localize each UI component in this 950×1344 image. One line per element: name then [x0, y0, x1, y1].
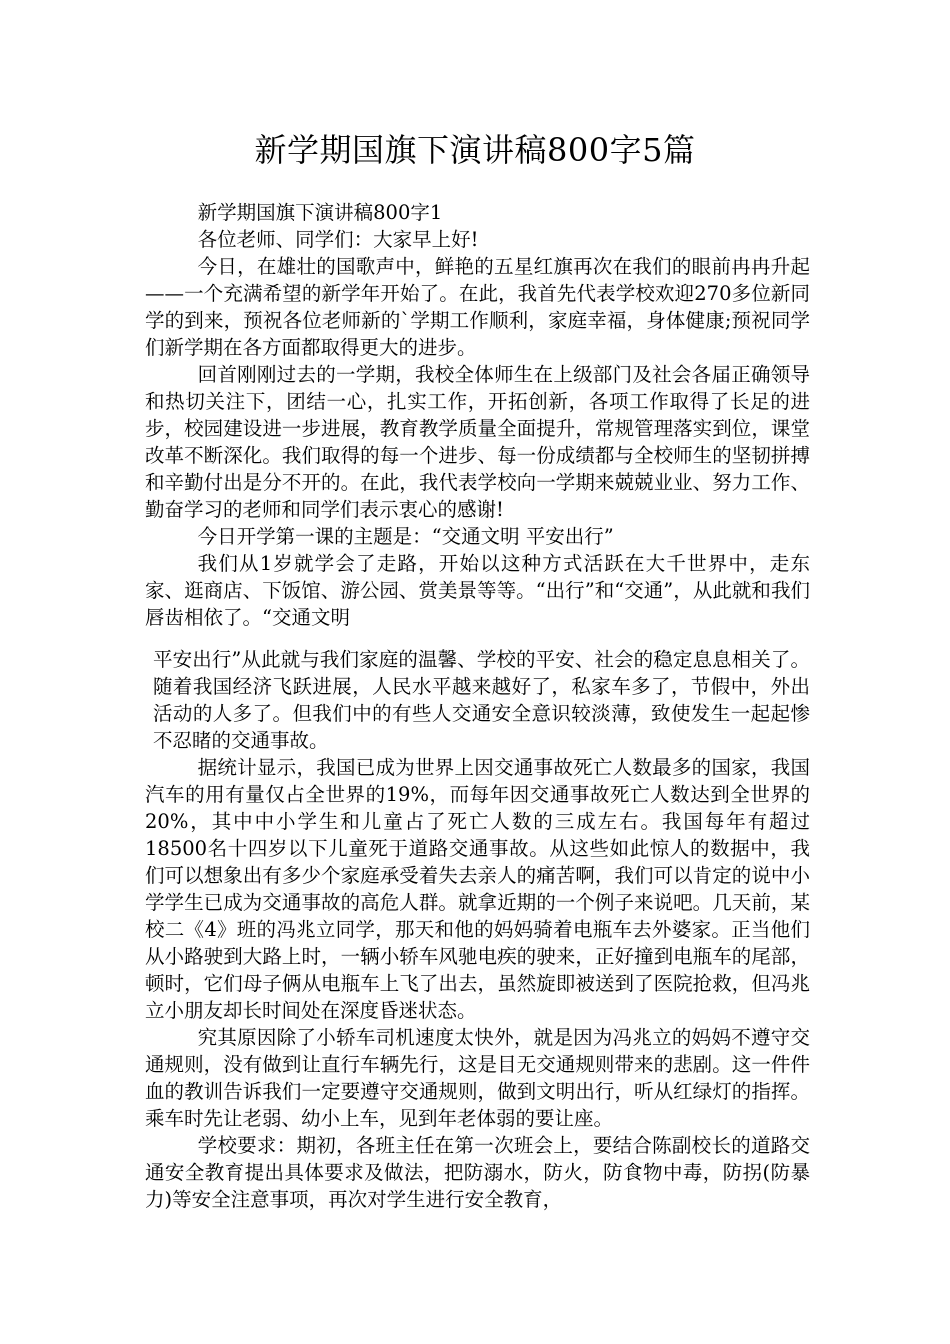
paragraph: 学校要求：期初，各班主任在第一次班会上，要结合陈副校长的道路交通安全教育提出具体要求及做法，把防溺水，防火，防食物中毒，防拐(防暴力)等安全注意事项，再次对学生进行安全教育， — [145, 1134, 810, 1211]
section-heading: 新学期国旗下演讲稿800字1 — [197, 201, 443, 224]
paragraph: 回首刚刚过去的一学期，我校全体师生在上级部门及社会各届正确领导和热切关注下，团结一心，扎实工作，开拓创新，各项工作取得了长足的进步，校园建设进一步进展，教育教学质量全面提升，常规管理落实到位，课堂改革不断深化。我们取得的每一个进步、每一份成绩都与全校师生的坚韧拼搏和辛勤付出是分不开的。在此，我代表学校向一学期来兢兢业业、努力工作、勤奋学习的老师和同学们表示衷心的感谢! — [145, 363, 810, 521]
document-title: 新学期国旗下演讲稿800字5篇 — [254, 131, 696, 169]
greeting-paragraph: 各位老师、同学们：大家早上好! — [197, 228, 479, 251]
paragraph: 究其原因除了小轿车司机速度太快外，就是因为冯兆立的妈妈不遵守交通规则，没有做到让直行车辆先行，这是目无交通规则带来的悲剧。这一件件血的教训告诉我们一定要遵守交通规则，做到文明出行，听从红绿灯的指挥。乘车时先让老弱、幼小上车，见到年老体弱的要让座。 — [145, 1026, 810, 1130]
body-text-block-1 — [145, 199, 810, 631]
paragraph: 据统计显示，我国已成为世界上因交通事故死亡人数最多的国家，我国汽车的用有量仅占全世界的19%，而每年因交通事故死亡人数达到全世界的20%，其中中小学生和儿童占了死亡人数的三成左右。我国每年有超过18500名十四岁以下儿童死于道路交通事故。从这些如此惊人的数据中，我们可以想象出有多少个家庭承受着失去亲人的痛苦啊，我们可以肯定的说中小学学生已成为交通事故的高危人群。就拿近期的一个例子来说吧。几天前，某校二《4》班的冯兆立同学，那天和他的妈妈骑着电瓶车去外婆家。正当他们从小路驶到大路上时，一辆小轿车风驰电疾的驶来，正好撞到电瓶车的尾部，顿时，它们母子俩从电瓶车上飞了出去，虽然旋即被送到了医院抢救，但冯兆立小朋友却长时间处在深度昏迷状态。 — [145, 756, 810, 1022]
paragraph: 今日，在雄壮的国歌声中，鲜艳的五星红旗再次在我们的眼前冉冉升起——一个充满希望的新学年开始了。在此，我首先代表学校欢迎270多位新同学的到来，预祝各位老师新的`学期工作顺利，家庭幸福，身体健康;预祝同学们新学期在各方面都取得更大的进步。 — [145, 255, 810, 359]
paragraph: 我们从1岁就学会了走路，开始以这种方式活跃在大千世界中，走东家、逛商店、下饭馆、游公园、赏美景等等。“出行”和“交通”，从此就和我们唇齿相依了。“交通文明 — [145, 552, 810, 629]
body-text-block-2 — [145, 646, 810, 1213]
continued-paragraph: 平安出行”从此就与我们家庭的温馨、学校的平安、社会的稳定息息相关了。随着我国经济飞跃进展，人民水平越来越好了，私家车多了，节假中，外出活动的人多了。但我们中的有些人交通安全意识较淡薄，致使发生一起起惨不忍睹的交通事故。 — [153, 648, 810, 752]
theme-paragraph: 今日开学第一课的主题是：“交通文明 平安出行” — [197, 525, 614, 548]
